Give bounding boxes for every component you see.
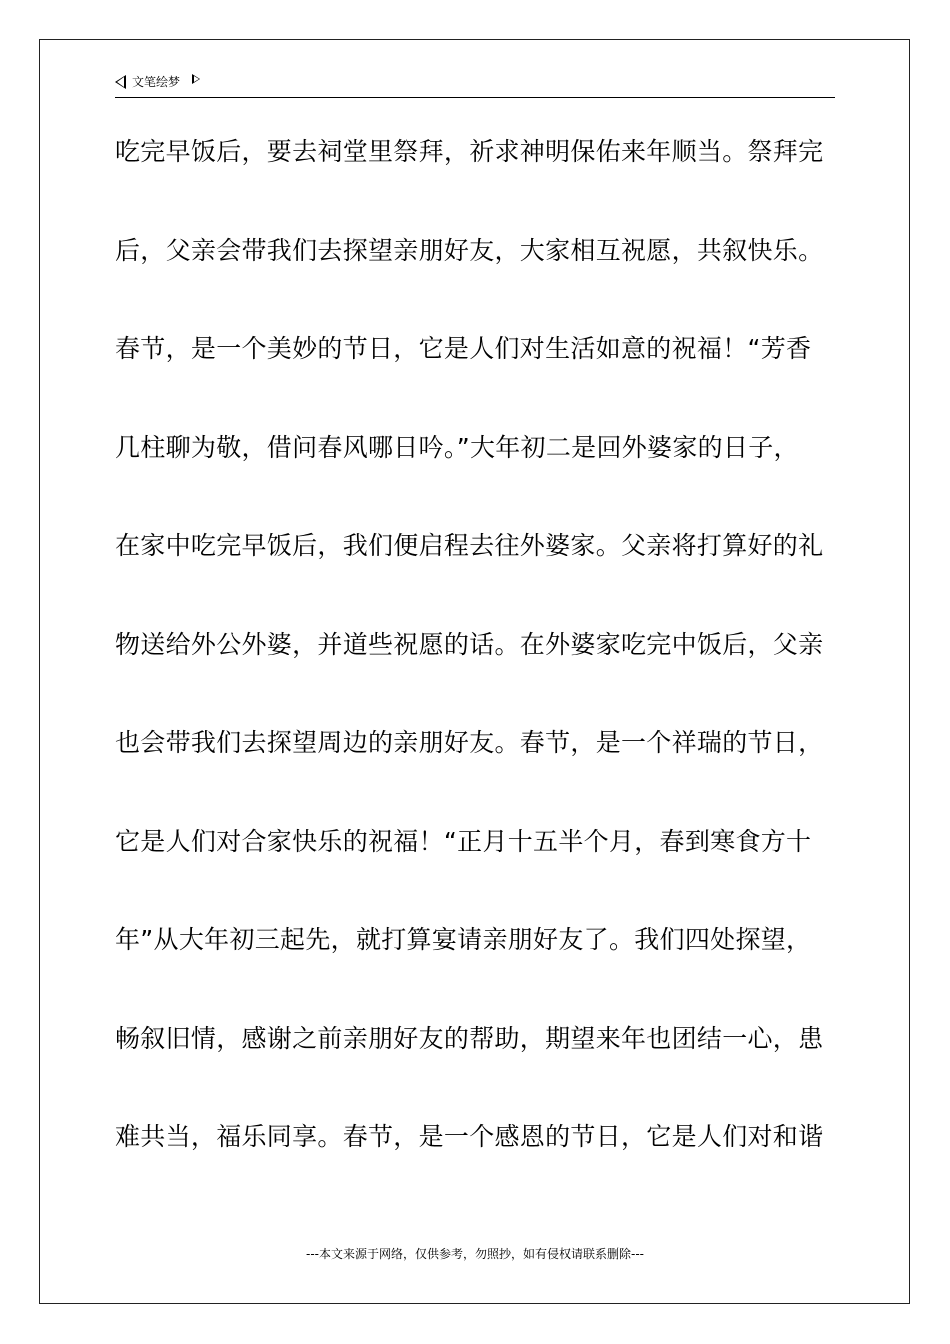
- triangle-left-icon: [115, 75, 126, 89]
- text-line: 年”从大年初三起先，就打算宴请亲朋好友了。我们四处探望，: [115, 925, 812, 954]
- text-line: 难共当，福乐同享。春节，是一个感恩的节日，它是人们对和谐: [115, 1122, 824, 1151]
- text-line: 几柱聊为敬，借问春风哪日吟。”大年初二是回外婆家的日子，: [115, 432, 799, 462]
- text-line: 春节，是一个美妙的节日，它是人们对生活如意的祝福！“芳香: [115, 334, 812, 363]
- header-inner: [115, 74, 200, 90]
- text-line: 也会带我们去探望周边的亲朋好友。春节，是一个祥瑞的节日，: [115, 728, 824, 757]
- text-line: 后，父亲会带我们去探望亲朋好友，大家相互祝愿，共叙快乐。: [115, 235, 824, 265]
- text-line: 在家中吃完早饭后，我们便启程去往外婆家。父亲将打算好的礼: [115, 531, 824, 560]
- text-line: 物送给外公外婆，并道些祝愿的话。在外婆家吃完中饭后，父亲: [115, 629, 824, 659]
- text-line: 吃完早饭后，要去祠堂里祭拜，祈求神明保佑来年顺当。祭拜完: [115, 137, 824, 166]
- footer-disclaimer: ---本文来源于网络，仅供参考，勿照抄，如有侵权请联系删除---: [306, 1247, 644, 1261]
- text-line: 畅叙旧情，感谢之前亲朋好友的帮助，期望来年也团结一心，患: [115, 1023, 824, 1053]
- document-body: [115, 126, 835, 1210]
- text-line: 它是人们对合家快乐的祝福！“正月十五半个月，春到寒食方十: [115, 826, 812, 856]
- header-title: 文笔绘梦: [132, 75, 181, 89]
- triangle-right-icon: [192, 74, 200, 84]
- page-header: [115, 72, 835, 98]
